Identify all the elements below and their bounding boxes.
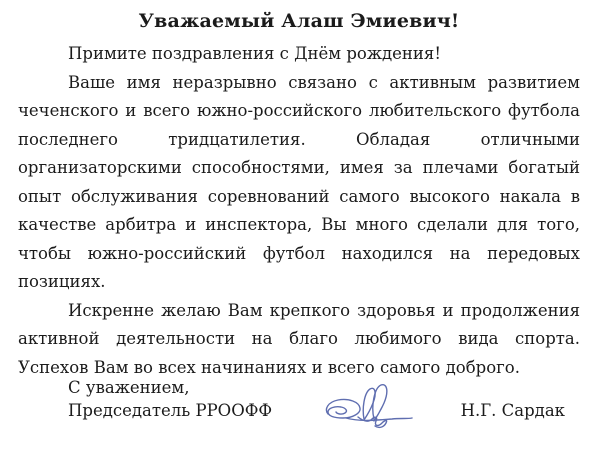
signee-name: Н.Г. Сардак — [460, 401, 565, 420]
closing-salutation: С уважением, — [68, 378, 190, 397]
closing-lines — [68, 376, 272, 422]
letter-paragraph-wishes: Искренне желаю Вам крепкого здоровья и продолжения активной деятельности на благо любимого вида спорта. Успехов Вам во всех начинаниях и всего самого доброго. — [18, 300, 580, 377]
letter-paragraph-body: Ваше имя неразрывно связано с активным развитием чеченского и всего южно-российского любительского футбола последнего тридцатилетия. Обладая отличными организаторскими способностями, имея за плечами богатый опыт обслуживания соревнований самого высокого накала в качестве арбитра и инспектора, Вы много сделали для того, чтобы южно-российский футбол находился на передовых позициях. — [18, 72, 580, 291]
letter-paragraph-greeting: Примите поздравления с Днём рождения! — [68, 44, 441, 63]
handwritten-signature-icon — [318, 381, 414, 431]
letter-title: Уважаемый Алаш Эмиевич! — [138, 10, 460, 32]
signature-block — [68, 376, 565, 422]
closing-position: Председатель РРООФФ — [68, 401, 273, 420]
